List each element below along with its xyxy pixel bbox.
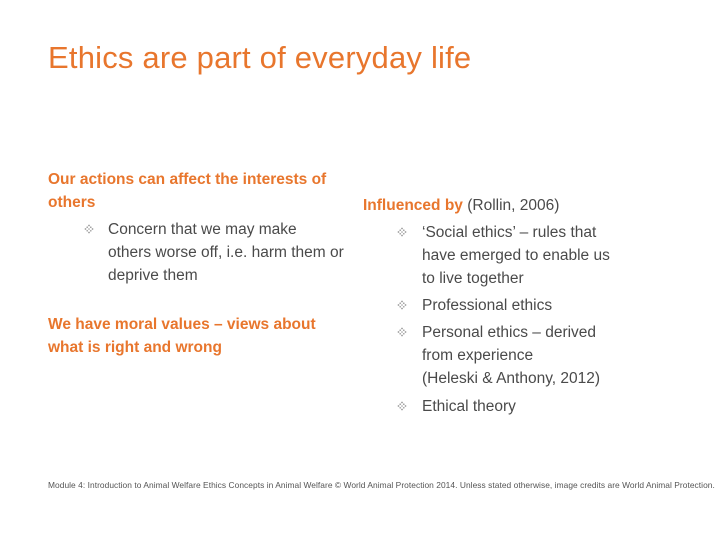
dotted-diamond-bullet-icon bbox=[397, 227, 407, 237]
right-item-social-ethics bbox=[397, 221, 627, 290]
dotted-diamond-bullet-icon bbox=[84, 224, 94, 234]
right-heading bbox=[363, 194, 559, 217]
left-heading-moral-values: We have moral values – views about what is right and wrong bbox=[48, 316, 316, 356]
right-item-citation: (Heleski & Anthony, 2012) bbox=[422, 370, 601, 387]
right-item-personal-ethics bbox=[397, 321, 627, 390]
right-item-ethical-theory bbox=[397, 395, 627, 418]
dotted-diamond-bullet-icon bbox=[397, 401, 407, 411]
left-heading-interests: Our actions can affect the interests of others bbox=[48, 171, 327, 211]
slide-title: Ethics are part of everyday life bbox=[48, 40, 472, 75]
dotted-diamond-bullet-icon bbox=[397, 327, 407, 337]
left-bullet-text: Concern that we may make others worse off, i.e. harm them or deprive them bbox=[108, 221, 344, 284]
slide-footer: Module 4: Introduction to Animal Welfare Ethics Concepts in Animal Welfare © World Animal Protection 2014. Unless stated otherwise, image credits are World Animal Protection. bbox=[48, 480, 715, 490]
right-item-professional-ethics bbox=[397, 294, 627, 317]
right-item-text: Personal ethics – derived from experience bbox=[422, 324, 597, 364]
left-bullet-concern bbox=[84, 218, 344, 287]
right-heading-bold: Influenced by bbox=[363, 197, 463, 214]
dotted-diamond-bullet-icon bbox=[397, 300, 407, 310]
right-item-text: Professional ethics bbox=[422, 297, 553, 314]
right-item-text: ‘Social ethics’ – rules that have emerged to enable us to live together bbox=[422, 224, 610, 287]
right-heading-citation: (Rollin, 2006) bbox=[467, 197, 560, 214]
right-item-text: Ethical theory bbox=[422, 398, 516, 415]
